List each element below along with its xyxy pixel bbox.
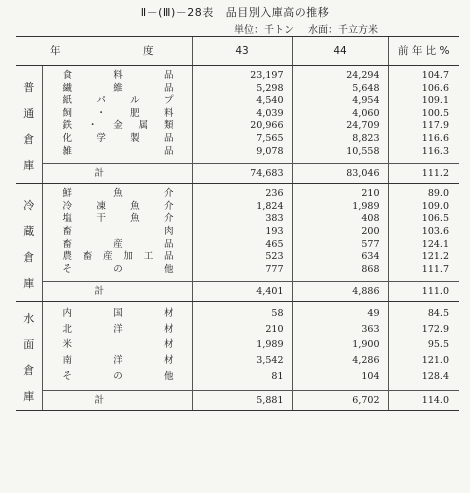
yoy-ratio: 95.5: [388, 338, 459, 353]
header-43: 43: [192, 37, 292, 66]
group-label-char: 普: [23, 80, 35, 94]
value-43: 23,197: [192, 66, 292, 83]
item-name: 農畜産加工品: [62, 251, 174, 263]
table-title: [0, 4, 470, 20]
value-44: 577: [292, 239, 388, 252]
yoy-ratio: 109.0: [388, 201, 459, 214]
group-label-char: 水: [23, 312, 35, 326]
total-ratio: 111.0: [388, 282, 459, 302]
header-row: [16, 37, 459, 66]
total-label: 計: [42, 391, 192, 411]
table-row: [16, 95, 459, 108]
yoy-ratio: 106.6: [388, 83, 459, 96]
item-name: 南洋材: [62, 354, 174, 366]
table-row: [16, 213, 459, 226]
group-label-char: 庫: [23, 276, 35, 290]
yoy-ratio: 117.9: [388, 120, 459, 133]
item-name: 畜肉: [62, 225, 174, 237]
table-body: [16, 66, 459, 411]
item-name: 繊維品: [62, 82, 174, 94]
table-row: [16, 108, 459, 121]
total-44: 6,702: [292, 391, 388, 411]
value-43: 523: [192, 251, 292, 264]
yoy-ratio: 109.1: [388, 95, 459, 108]
header-44: 44: [292, 37, 388, 66]
total-44: 83,046: [292, 164, 388, 184]
value-44: 1,900: [292, 338, 388, 353]
value-44: 1,989: [292, 201, 388, 214]
header-year: 年 度: [16, 37, 192, 66]
item-name: 鮮魚介: [62, 188, 174, 200]
unit-water: 水面：千立方米: [308, 25, 378, 36]
group-label-char: 倉: [23, 132, 35, 146]
value-44: 4,060: [292, 108, 388, 121]
group-label-char: 庫: [23, 390, 35, 404]
value-43: 3,542: [192, 353, 292, 368]
table-row: [16, 201, 459, 214]
table-row: [16, 353, 459, 368]
yoy-ratio: 89.0: [388, 184, 459, 201]
table-row: [16, 226, 459, 239]
item-name: 冷凍魚介: [62, 200, 174, 212]
value-43: 4,540: [192, 95, 292, 108]
yoy-ratio: 84.5: [388, 302, 459, 323]
table-row: [16, 338, 459, 353]
value-44: 408: [292, 213, 388, 226]
table-row: [16, 323, 459, 338]
total-ratio: 111.2: [388, 164, 459, 184]
value-43: 58: [192, 302, 292, 323]
warehouse-intake-table: [16, 36, 459, 411]
value-43: 9,078: [192, 146, 292, 164]
group-label: [16, 66, 42, 184]
item-name: 内国材: [62, 308, 174, 320]
value-43: 236: [192, 184, 292, 201]
table-row: [16, 302, 459, 323]
item-name: その他: [62, 263, 174, 275]
item-name: 紙パルプ: [62, 95, 174, 107]
unit-general: 単位：千トン: [234, 25, 294, 36]
value-43: 1,989: [192, 338, 292, 353]
item-name: 食料品: [62, 70, 174, 81]
yoy-ratio: 121.2: [388, 251, 459, 264]
value-44: 634: [292, 251, 388, 264]
total-row: [16, 282, 459, 302]
total-ratio: 114.0: [388, 391, 459, 411]
value-43: 5,298: [192, 83, 292, 96]
group-label-char: 倉: [23, 250, 35, 264]
group-label: [16, 302, 42, 411]
group-label-char: 冷: [23, 198, 35, 212]
value-43: 81: [192, 369, 292, 391]
value-44: 868: [292, 264, 388, 282]
value-44: 363: [292, 323, 388, 338]
value-43: 210: [192, 323, 292, 338]
yoy-ratio: 104.7: [388, 66, 459, 83]
yoy-ratio: 121.0: [388, 353, 459, 368]
yoy-ratio: 103.6: [388, 226, 459, 239]
table-row: [16, 83, 459, 96]
group-label-char: 倉: [23, 364, 35, 378]
value-44: 5,648: [292, 83, 388, 96]
value-43: 777: [192, 264, 292, 282]
table-row: [16, 239, 459, 252]
total-label: 計: [42, 164, 192, 184]
table-row: [16, 251, 459, 264]
total-label: 計: [42, 282, 192, 302]
yoy-ratio: 116.6: [388, 133, 459, 146]
yoy-ratio: 111.7: [388, 264, 459, 282]
total-43: 5,881: [192, 391, 292, 411]
item-name: 塩干魚介: [62, 213, 174, 225]
value-44: 10,558: [292, 146, 388, 164]
item-name: 畜産品: [62, 238, 174, 250]
item-name: その他: [62, 370, 174, 382]
value-44: 210: [292, 184, 388, 201]
value-44: 24,294: [292, 66, 388, 83]
value-43: 465: [192, 239, 292, 252]
total-43: 4,401: [192, 282, 292, 302]
item-name: 鉄・金属類: [62, 120, 174, 132]
item-name: 化学製品: [62, 132, 174, 144]
value-44: 49: [292, 302, 388, 323]
value-43: 7,565: [192, 133, 292, 146]
item-name: 北洋材: [62, 324, 174, 336]
yoy-ratio: 128.4: [388, 369, 459, 391]
value-44: 200: [292, 226, 388, 239]
value-44: 4,286: [292, 353, 388, 368]
yoy-ratio: 124.1: [388, 239, 459, 252]
value-43: 383: [192, 213, 292, 226]
table-number: Ⅱ－(Ⅲ)－28表: [140, 6, 214, 19]
table-row: [16, 369, 459, 391]
group-label: [16, 184, 42, 302]
yoy-ratio: 106.5: [388, 213, 459, 226]
item-name: 雑品: [62, 145, 174, 157]
value-44: 104: [292, 369, 388, 391]
total-43: 74,683: [192, 164, 292, 184]
yoy-ratio: 172.9: [388, 323, 459, 338]
group-label-char: 庫: [23, 158, 35, 172]
table-caption: 品目別入庫高の推移: [225, 6, 330, 19]
total-44: 4,886: [292, 282, 388, 302]
value-44: 24,709: [292, 120, 388, 133]
total-row: [16, 164, 459, 184]
value-43: 20,966: [192, 120, 292, 133]
value-43: 4,039: [192, 108, 292, 121]
value-44: 8,823: [292, 133, 388, 146]
header-ratio: 前 年 比 %: [388, 37, 459, 66]
total-row: [16, 391, 459, 411]
value-43: 1,824: [192, 201, 292, 214]
group-label-char: 面: [23, 338, 35, 352]
table-row: [16, 66, 459, 83]
table-row: [16, 146, 459, 164]
item-name: 飼・肥料: [62, 107, 174, 119]
group-label-char: 蔵: [23, 224, 35, 238]
group-label-char: 通: [23, 106, 35, 120]
yoy-ratio: 100.5: [388, 108, 459, 121]
yoy-ratio: 116.3: [388, 146, 459, 164]
unit-note: [234, 21, 378, 36]
table-row: [16, 184, 459, 201]
value-44: 4,954: [292, 95, 388, 108]
item-name: 米材: [62, 339, 174, 351]
value-43: 193: [192, 226, 292, 239]
table-row: [16, 120, 459, 133]
table-row: [16, 133, 459, 146]
table-row: [16, 264, 459, 282]
